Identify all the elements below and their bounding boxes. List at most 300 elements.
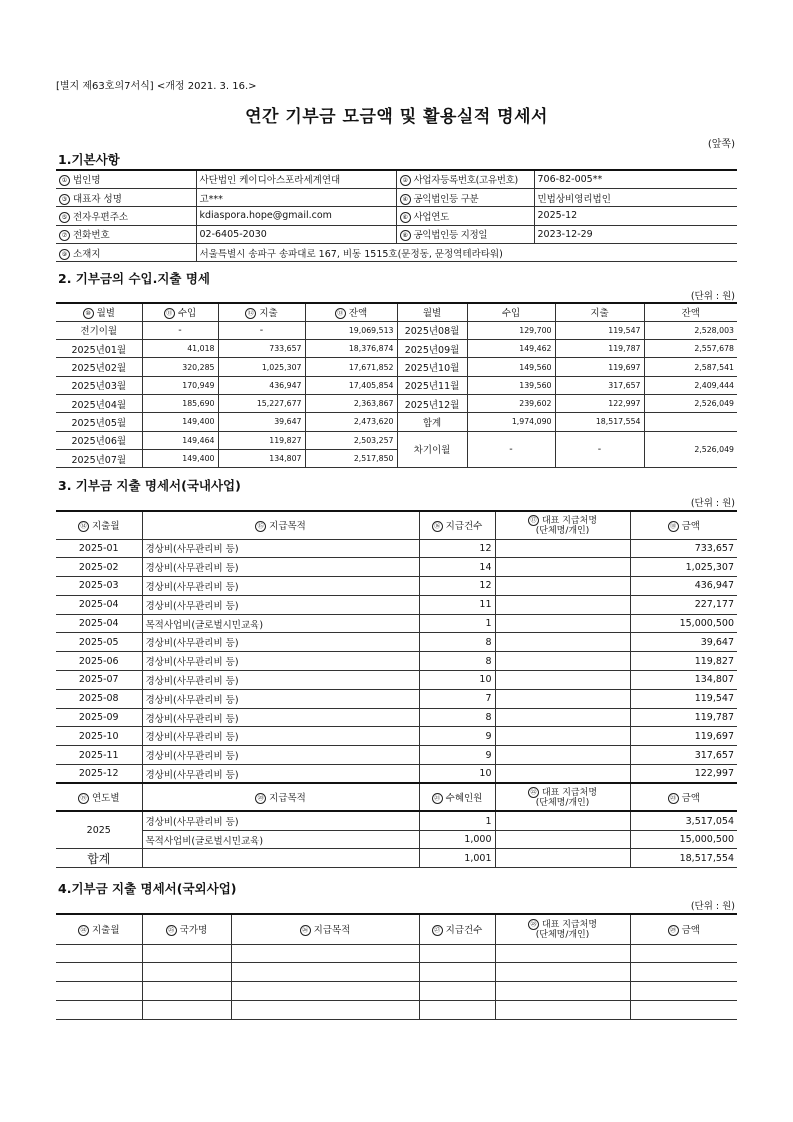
purpose-cell: 경상비(사무관리비 등) [142, 811, 419, 830]
purpose-cell: 경상비(사무관리비 등) [142, 727, 419, 746]
field-label: 전자우편주소 [73, 211, 129, 223]
table-row [56, 671, 737, 690]
purpose-cell: 경상비(사무관리비 등) [142, 671, 419, 690]
balance-cell: 17,671,852 [305, 358, 397, 376]
table-row [56, 376, 737, 394]
month-cell: 전기이월 [56, 321, 142, 339]
table-row [56, 614, 737, 633]
col-recipient [495, 783, 630, 811]
table-row [56, 321, 737, 339]
purpose-cell: 목적사업비(글로벌시민교육) [142, 614, 419, 633]
recipient-cell [495, 577, 630, 596]
table-row [56, 727, 737, 746]
field-label: 전화번호 [73, 230, 110, 242]
field-label: 지급목적 [269, 793, 306, 805]
field-label: 국가명 [179, 925, 208, 937]
empty-cell [142, 963, 231, 982]
count-cell: 8 [419, 633, 495, 652]
field-label: 공익법인등 지정일 [413, 230, 488, 242]
recipient-cell [495, 765, 630, 784]
field-label: 월별 [96, 308, 115, 320]
month-cell: 2025년11월 [397, 376, 467, 394]
total-row [56, 849, 737, 868]
total-label: 합계 [397, 413, 467, 431]
col-count [419, 511, 495, 539]
empty-cell [495, 982, 630, 1001]
count-cell: 1 [419, 811, 495, 830]
item-number-badge: ④ [400, 194, 411, 205]
col-balance [305, 303, 397, 321]
table-row [56, 558, 737, 577]
table-row [56, 358, 737, 376]
empty-cell [630, 1000, 737, 1019]
recipient-cell [495, 614, 630, 633]
amount-cell: 119,787 [630, 708, 737, 727]
info-row [56, 170, 737, 188]
section-2-heading: 2. 기부금의 수입.지출 명세 [58, 271, 211, 286]
field-label: 대표 지급처명 [541, 787, 598, 798]
month-cell: 2025-05 [56, 633, 142, 652]
field-label: 지급건수 [445, 521, 483, 533]
item-number-badge: ⑲ [78, 793, 89, 804]
table-header [56, 914, 737, 944]
table-row [56, 830, 737, 849]
income-cell: 239,602 [467, 394, 555, 412]
empty-cell [495, 963, 630, 982]
empty-cell [56, 1000, 142, 1019]
field-label: 금액 [681, 793, 700, 805]
count-cell: 7 [419, 689, 495, 708]
recipient-cell [495, 652, 630, 671]
count-cell: 1,000 [419, 830, 495, 849]
expense-cell: 436,947 [218, 376, 305, 394]
empty-cell [630, 963, 737, 982]
balance-cell: 2,517,850 [305, 449, 397, 467]
empty-row [56, 963, 737, 982]
col-amount [630, 914, 737, 944]
field-label: 지출월 [91, 925, 120, 937]
item-number-badge: ⑧ [400, 230, 411, 241]
purpose-cell: 경상비(사무관리비 등) [142, 746, 419, 765]
total-label: 합계 [56, 849, 142, 868]
count-cell: 12 [419, 539, 495, 558]
address-row [56, 244, 737, 262]
table-row [56, 746, 737, 765]
col-country [142, 914, 231, 944]
empty-cell [142, 1000, 231, 1019]
month-cell: 2025년05월 [56, 413, 142, 431]
table-row [56, 394, 737, 412]
month-cell: 2025년03월 [56, 376, 142, 394]
section-4-unit: (단위 : 원) [690, 901, 735, 912]
field-label: 대표 지급처명 [541, 515, 598, 526]
recipient-cell [495, 558, 630, 577]
month-cell: 2025-11 [56, 746, 142, 765]
field-value: 2025-12 [534, 207, 737, 225]
month-cell: 2025-04 [56, 595, 142, 614]
empty-row [56, 1000, 737, 1019]
amount-cell: 317,657 [630, 746, 737, 765]
amount-cell: 3,517,054 [630, 811, 737, 830]
info-row [56, 225, 737, 243]
field-label: (단체명/개인) [535, 929, 590, 940]
month-cell: 2025년09월 [397, 340, 467, 358]
income-cell: 185,690 [142, 394, 218, 412]
empty-cell [56, 944, 142, 963]
amount-cell: 119,547 [630, 689, 737, 708]
col-recipient [495, 914, 630, 944]
income-expense-table [56, 302, 737, 468]
col-income [142, 303, 218, 321]
amount-cell: 733,657 [630, 539, 737, 558]
amount-cell: 39,647 [630, 633, 737, 652]
expense-cell: 119,787 [555, 340, 644, 358]
col-year [56, 783, 142, 811]
item-number-badge: ㉘ [528, 919, 539, 930]
empty-cell [495, 1000, 630, 1019]
recipient-cell [495, 811, 630, 830]
balance-cell: 2,503,257 [305, 431, 397, 449]
month-cell: 2025-01 [56, 539, 142, 558]
table-header [56, 511, 737, 539]
item-number-badge: ② [400, 175, 411, 186]
item-number-badge: ⑬ [335, 308, 346, 319]
table-row [56, 595, 737, 614]
field-label: 수입 [177, 308, 197, 320]
income-cell: - [467, 431, 555, 468]
item-number-badge: ㉒ [528, 787, 539, 798]
count-cell: 8 [419, 652, 495, 671]
income-cell: 149,400 [142, 449, 218, 467]
month-cell: 2025년06월 [56, 431, 142, 449]
purpose-cell: 경상비(사무관리비 등) [142, 558, 419, 577]
field-label: 소재지 [73, 248, 101, 260]
recipient-cell [495, 633, 630, 652]
empty-cell [419, 982, 495, 1001]
table-row [56, 652, 737, 671]
section-3-heading: 3. 기부금 지출 명세서(국내사업) [58, 478, 241, 493]
month-cell: 2025년07월 [56, 449, 142, 467]
field-label-cell [396, 207, 534, 225]
expense-cell: 39,647 [218, 413, 305, 431]
count-cell: 9 [419, 727, 495, 746]
empty-cell [142, 944, 231, 963]
col-count [419, 914, 495, 944]
section-4-heading: 4.기부금 지출 명세서(국외사업) [58, 881, 237, 896]
carry-over-label: 차기이월 [397, 431, 467, 468]
income-cell: 170,949 [142, 376, 218, 394]
col-month [56, 914, 142, 944]
field-label: 법인명 [73, 175, 101, 187]
item-number-badge: ⑱ [668, 521, 679, 532]
expense-cell: 122,997 [555, 394, 644, 412]
table-row [56, 708, 737, 727]
info-row [56, 188, 737, 206]
section-1-heading: 1.기본사항 [58, 152, 120, 167]
field-label: (단체명/개인) [535, 525, 590, 536]
recipient-cell [495, 708, 630, 727]
overseas-expense-table [56, 913, 737, 1020]
recipient-cell [495, 595, 630, 614]
income-cell: 129,700 [467, 321, 555, 339]
expense-cell: 134,807 [218, 449, 305, 467]
field-label: 사업자등록번호(고유번호) [413, 175, 518, 187]
count-cell: 1 [419, 614, 495, 633]
month-cell: 2025년02월 [56, 358, 142, 376]
count-cell: 11 [419, 595, 495, 614]
income-cell: 149,464 [142, 431, 218, 449]
amount-cell: 227,177 [630, 595, 737, 614]
item-number-badge: ⑳ [255, 793, 266, 804]
field-label: 잔액 [348, 308, 368, 320]
field-label-cell [56, 244, 196, 262]
item-number-badge: ⑥ [400, 212, 411, 223]
purpose-cell: 경상비(사무관리비 등) [142, 765, 419, 784]
field-label-cell [56, 170, 196, 188]
col-purpose [142, 511, 419, 539]
expense-cell: 119,697 [555, 358, 644, 376]
item-number-badge: ⑯ [432, 521, 443, 532]
recipient-cell [495, 539, 630, 558]
table-row [56, 577, 737, 596]
item-number-badge: ⑮ [255, 521, 266, 532]
domestic-expense-table [56, 510, 737, 868]
item-number-badge: ⑤ [59, 212, 70, 223]
income-cell: 149,560 [467, 358, 555, 376]
item-number-badge: ㉗ [432, 925, 443, 936]
table-row [56, 689, 737, 708]
field-value: 민법상비영리법인 [534, 188, 737, 206]
month-cell: 2025-10 [56, 727, 142, 746]
col-balance: 잔액 [644, 303, 737, 321]
item-number-badge: ⑦ [59, 230, 70, 241]
purpose-cell [142, 849, 419, 868]
field-label: 대표자 성명 [73, 193, 122, 205]
field-value: 706-82-005** [534, 170, 737, 188]
table-row [56, 811, 737, 830]
balance-cell: 18,376,874 [305, 340, 397, 358]
purpose-cell: 경상비(사무관리비 등) [142, 652, 419, 671]
month-cell: 2025년12월 [397, 394, 467, 412]
empty-row [56, 982, 737, 1001]
empty-cell [142, 982, 231, 1001]
purpose-cell: 경상비(사무관리비 등) [142, 539, 419, 558]
item-number-badge: ㉓ [668, 793, 679, 804]
recipient-cell [495, 727, 630, 746]
table-row [56, 413, 737, 431]
field-label: 대표 지급처명 [541, 919, 598, 930]
purpose-cell: 경상비(사무관리비 등) [142, 689, 419, 708]
item-number-badge: ③ [59, 194, 70, 205]
expense-cell: 18,517,554 [555, 413, 644, 431]
recipient-cell [495, 671, 630, 690]
field-label-cell [56, 207, 196, 225]
empty-cell [419, 1000, 495, 1019]
item-number-badge: ⑫ [245, 308, 256, 319]
section-2-unit: (단위 : 원) [690, 291, 735, 302]
income-cell: 139,560 [467, 376, 555, 394]
field-label: 지급목적 [313, 925, 351, 937]
count-cell: 10 [419, 671, 495, 690]
field-value: 2023-12-29 [534, 225, 737, 243]
field-label: 수혜인원 [445, 793, 483, 805]
expense-cell: 1,025,307 [218, 358, 305, 376]
page-title: 연간 기부금 모금액 및 활용실적 명세서 [245, 107, 548, 127]
recipient-cell [495, 746, 630, 765]
month-cell: 2025-02 [56, 558, 142, 577]
month-cell: 2025년04월 [56, 394, 142, 412]
expense-cell: - [555, 431, 644, 468]
empty-cell [231, 944, 419, 963]
address-value: 서울특별시 송파구 송파대로 167, 비동 1515호(문정동, 문정역테라타워) [196, 244, 737, 262]
field-label: 연도별 [91, 793, 120, 805]
balance-cell: 2,526,049 [644, 394, 737, 412]
purpose-cell: 경상비(사무관리비 등) [142, 708, 419, 727]
expense-cell: 733,657 [218, 340, 305, 358]
amount-cell: 18,517,554 [630, 849, 737, 868]
item-number-badge: ⑪ [164, 308, 175, 319]
amount-cell: 119,827 [630, 652, 737, 671]
field-value: kdiaspora.hope@gmail.com [196, 207, 396, 225]
col-recipient [495, 511, 630, 539]
month-cell: 2025-08 [56, 689, 142, 708]
recipient-cell [495, 689, 630, 708]
table-row [56, 431, 737, 449]
month-cell: 2025-06 [56, 652, 142, 671]
expense-cell: 119,827 [218, 431, 305, 449]
item-number-badge: ⑰ [528, 515, 539, 526]
info-row [56, 207, 737, 225]
field-label: 지출 [259, 308, 278, 320]
col-beneficiaries [419, 783, 495, 811]
expense-cell: 119,547 [555, 321, 644, 339]
empty-cell [231, 963, 419, 982]
income-cell: 149,462 [467, 340, 555, 358]
empty-cell [630, 944, 737, 963]
item-number-badge: ㉕ [166, 925, 177, 936]
col-month [56, 511, 142, 539]
month-cell: 2025-03 [56, 577, 142, 596]
field-value: 02-6405-2030 [196, 225, 396, 243]
month-cell: 2025년10월 [397, 358, 467, 376]
recipient-cell [495, 830, 630, 849]
empty-cell [419, 963, 495, 982]
col-purpose [231, 914, 419, 944]
month-cell: 2025-04 [56, 614, 142, 633]
empty-cell [56, 963, 142, 982]
income-cell: 320,285 [142, 358, 218, 376]
col-amount [630, 511, 737, 539]
table-header [56, 783, 737, 811]
income-cell: 41,018 [142, 340, 218, 358]
empty-cell [56, 982, 142, 1001]
income-cell: 1,974,090 [467, 413, 555, 431]
empty-cell [630, 982, 737, 1001]
month-cell: 2025-07 [56, 671, 142, 690]
field-value: 사단법인 케이디아스포라세계연대 [196, 170, 396, 188]
amount-cell: 436,947 [630, 577, 737, 596]
count-cell: 12 [419, 577, 495, 596]
count-cell: 8 [419, 708, 495, 727]
col-purpose [142, 783, 419, 811]
expense-cell: - [218, 321, 305, 339]
col-expense: 지출 [555, 303, 644, 321]
field-label: (단체명/개인) [535, 797, 590, 808]
field-label: 지급목적 [269, 521, 306, 533]
item-number-badge: ① [59, 175, 70, 186]
empty-cell [231, 982, 419, 1001]
balance-cell: 2,587,541 [644, 358, 737, 376]
balance-cell: 2,363,867 [305, 394, 397, 412]
balance-cell: 2,528,003 [644, 321, 737, 339]
empty-cell [231, 1000, 419, 1019]
purpose-cell: 경상비(사무관리비 등) [142, 595, 419, 614]
amount-cell: 122,997 [630, 765, 737, 784]
year-cell: 2025 [56, 811, 142, 849]
count-cell: 9 [419, 746, 495, 765]
count-cell: 14 [419, 558, 495, 577]
form-number: [별지 제63호의7서식] <개정 2021. 3. 16.> [56, 81, 257, 92]
balance-cell [644, 413, 737, 431]
field-label-cell [396, 225, 534, 243]
table-row [56, 633, 737, 652]
income-cell: - [142, 321, 218, 339]
field-label: 지출월 [91, 521, 120, 533]
empty-cell [419, 944, 495, 963]
item-number-badge: ⑨ [59, 249, 70, 260]
month-cell: 2025년01월 [56, 340, 142, 358]
field-label: 금액 [681, 521, 700, 533]
amount-cell: 15,000,500 [630, 614, 737, 633]
field-label-cell [396, 188, 534, 206]
purpose-cell: 경상비(사무관리비 등) [142, 577, 419, 596]
field-label: 공익법인등 구분 [413, 193, 479, 205]
count-cell: 10 [419, 765, 495, 784]
expense-cell: 317,657 [555, 376, 644, 394]
recipient-cell [495, 849, 630, 868]
item-number-badge: ⑩ [83, 308, 94, 319]
item-number-badge: ⑭ [78, 521, 89, 532]
balance-cell: 2,526,049 [644, 431, 737, 468]
table-row [56, 765, 737, 784]
purpose-cell: 경상비(사무관리비 등) [142, 633, 419, 652]
month-cell: 2025년08월 [397, 321, 467, 339]
col-amount [630, 783, 737, 811]
col-expense [218, 303, 305, 321]
item-number-badge: ㉑ [432, 793, 443, 804]
balance-cell: 17,405,854 [305, 376, 397, 394]
field-label: 지급건수 [445, 925, 483, 937]
field-label-cell [56, 188, 196, 206]
amount-cell: 15,000,500 [630, 830, 737, 849]
balance-cell: 2,409,444 [644, 376, 737, 394]
col-month: 월별 [397, 303, 467, 321]
field-label: 금액 [681, 925, 700, 937]
balance-cell: 2,557,678 [644, 340, 737, 358]
amount-cell: 1,025,307 [630, 558, 737, 577]
field-value: 고*** [196, 188, 396, 206]
table-row [56, 539, 737, 558]
empty-row [56, 944, 737, 963]
field-label-cell [56, 225, 196, 243]
amount-cell: 134,807 [630, 671, 737, 690]
expense-cell: 15,227,677 [218, 394, 305, 412]
month-cell: 2025-09 [56, 708, 142, 727]
item-number-badge: ㉔ [78, 925, 89, 936]
empty-cell [495, 944, 630, 963]
count-cell: 1,001 [419, 849, 495, 868]
basic-info-table [56, 169, 737, 262]
